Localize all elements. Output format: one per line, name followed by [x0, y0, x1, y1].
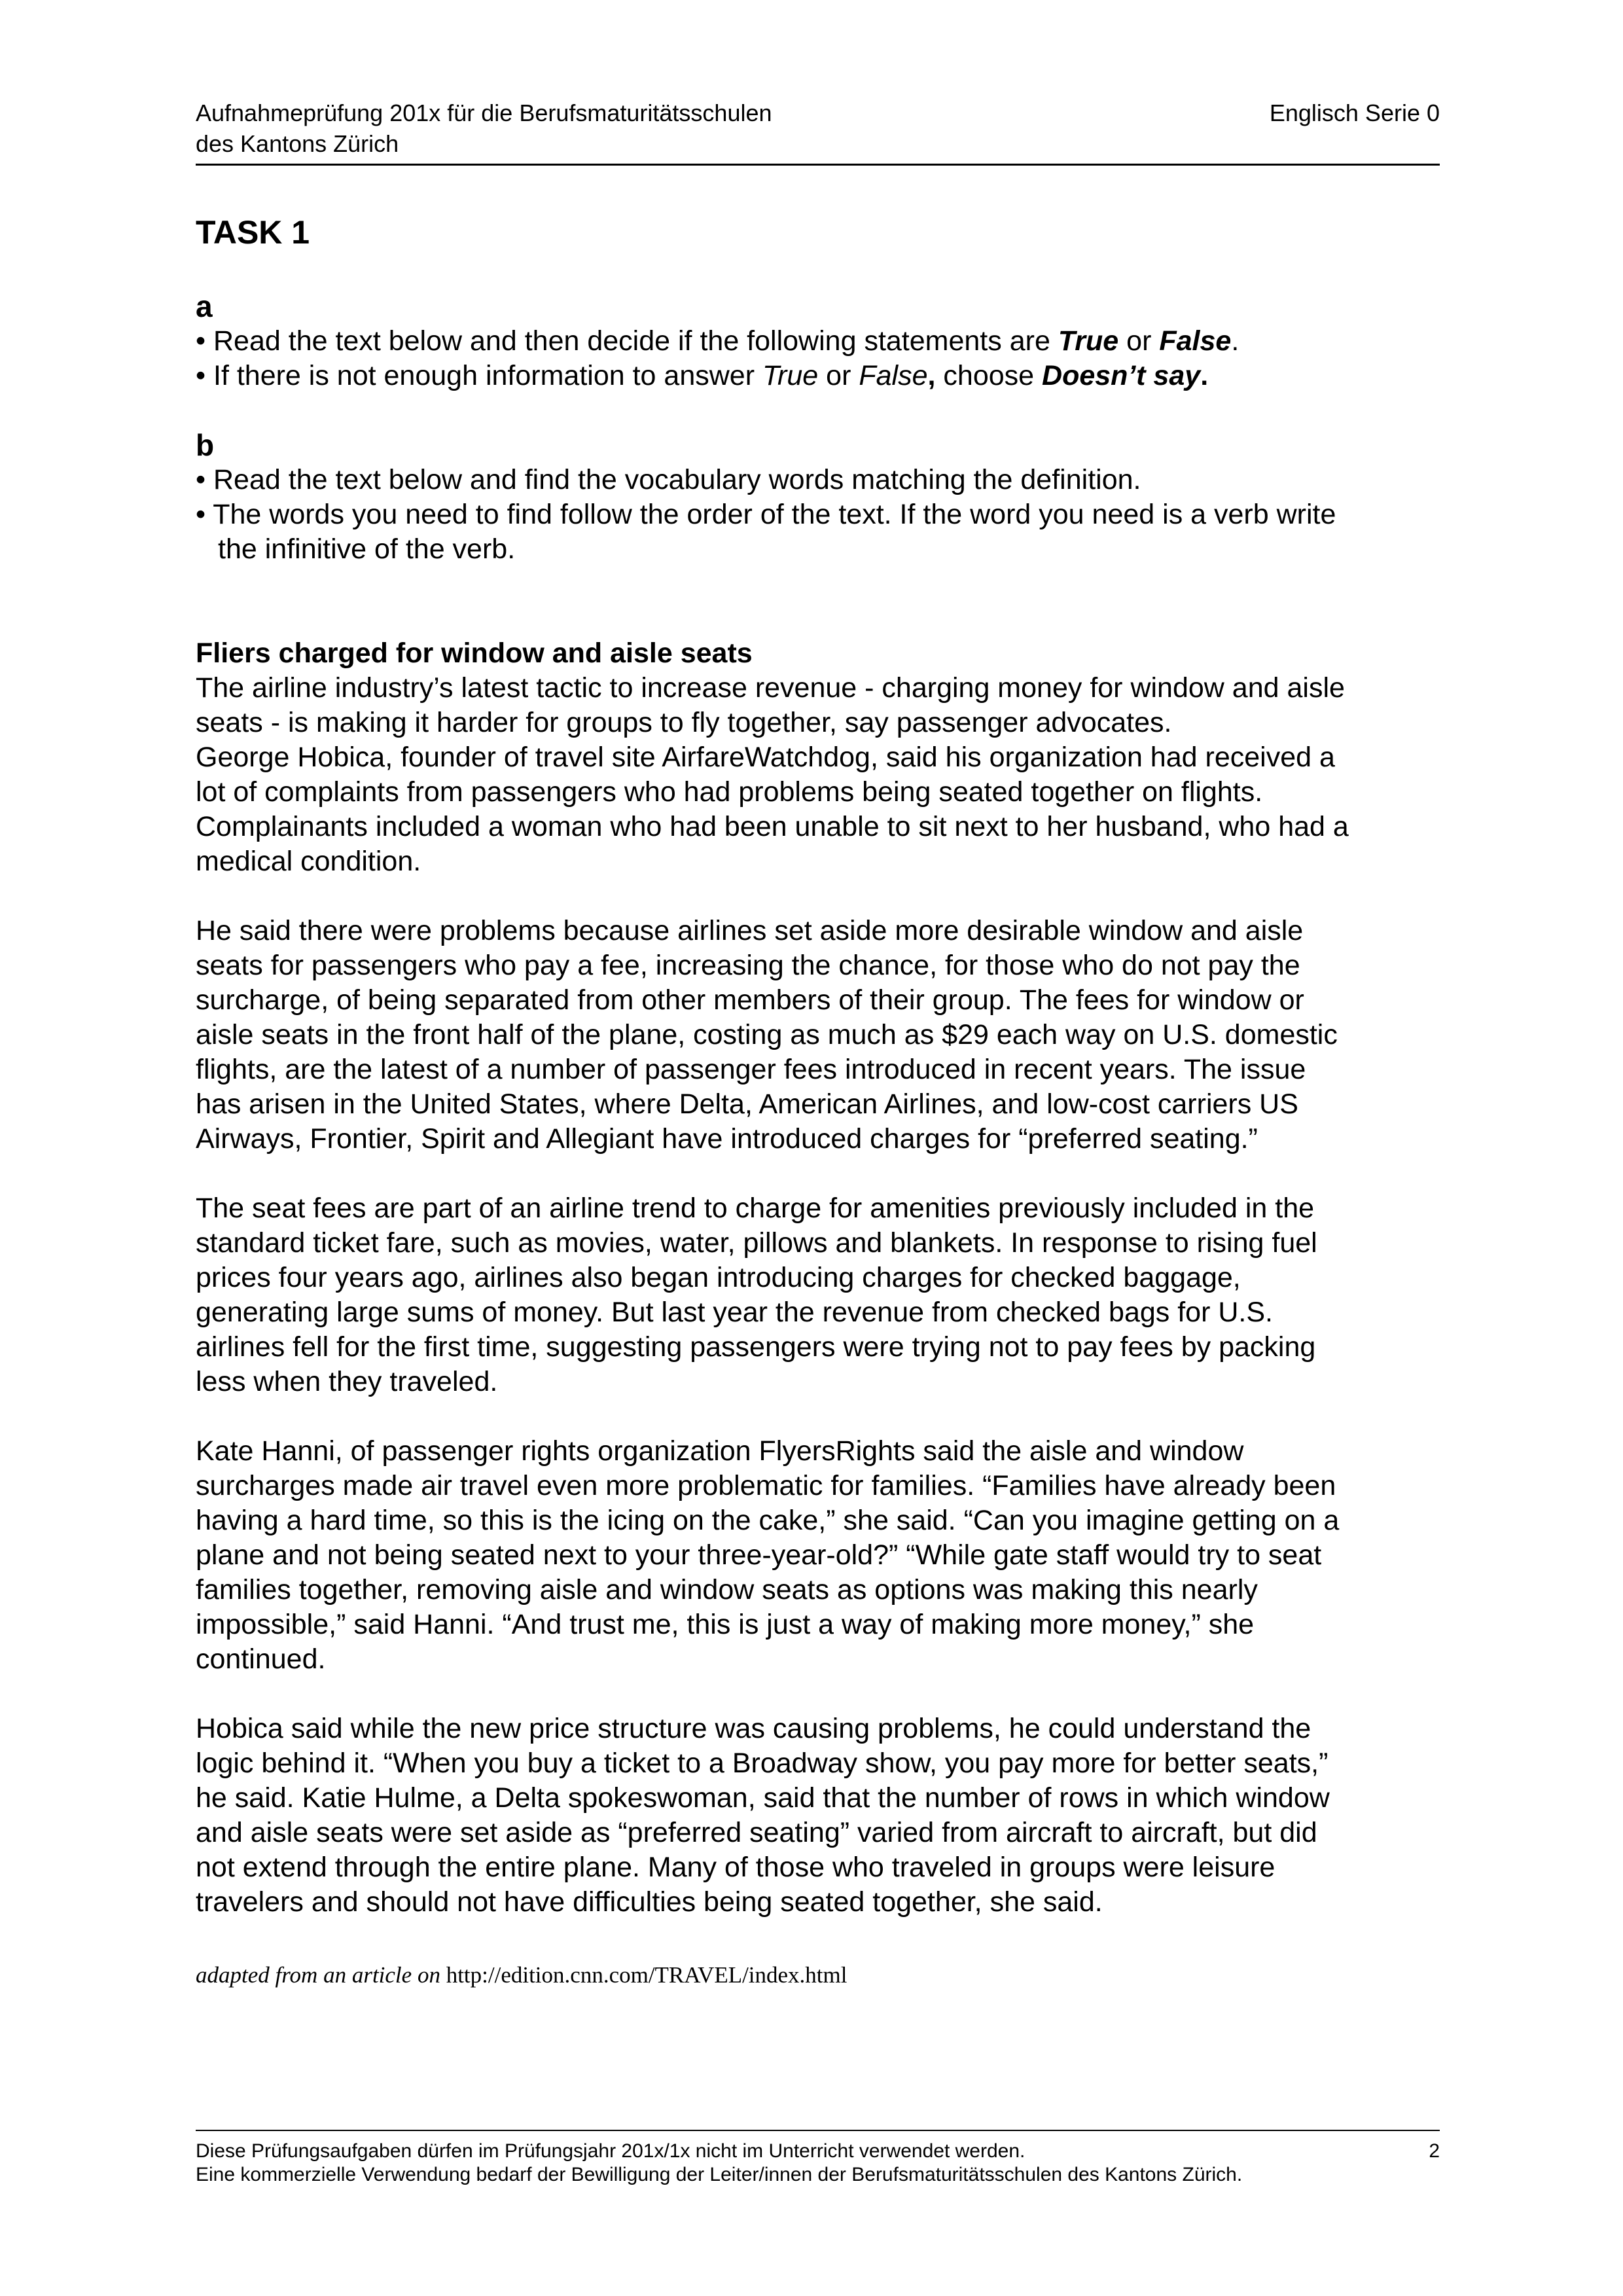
true-term: True	[1058, 325, 1119, 357]
header-title-line2: des Kantons Zürich	[196, 130, 399, 157]
text: choose	[935, 360, 1043, 391]
paragraph-line: The airline industry’s latest tactic to increase revenue - charging money for window and aisle	[196, 672, 1345, 704]
paragraph-line: less when they traveled.	[196, 1366, 498, 1397]
part-b-bullet-1: • Read the text below and find the vocabulary words matching the definition.	[196, 464, 1141, 495]
paragraph-line: prices four years ago, airlines also began introducing charges for checked baggage,	[196, 1262, 1241, 1293]
source-url: http://edition.cnn.com/TRAVEL/index.html	[446, 1962, 847, 1988]
text: • Read the text below and then decide if the following statements are	[196, 325, 1058, 357]
paragraph-line: plane and not being seated next to your three-year-old?” “While gate staff would try to seat	[196, 1539, 1322, 1571]
footer-line2: Eine kommerzielle Verwendung bedarf der Bewilligung der Leiter/innen der Berufsmaturitätsschulen des Kantons Zürich.	[196, 2164, 1243, 2185]
paragraph-line: not extend through the entire plane. Many of those who traveled in groups were leisure	[196, 1852, 1275, 1883]
paragraph-line: medical condition.	[196, 846, 421, 877]
paragraph-line: seats - is making it harder for groups to fly together, say passenger advocates.	[196, 707, 1172, 738]
article-paragraph	[196, 671, 1452, 879]
document-body	[196, 289, 1452, 1920]
part-a-bullet-1	[196, 324, 1452, 359]
paragraph-line: Hobica said while the new price structure was causing problems, he could understand the	[196, 1713, 1311, 1744]
header-rule	[196, 164, 1440, 166]
paragraph-line: Complainants included a woman who had been unable to sit next to her husband, who had a	[196, 811, 1349, 842]
article-paragraphs	[196, 671, 1452, 1920]
paragraph-line: continued.	[196, 1643, 326, 1675]
part-b-bullet-2: • The words you need to find follow the order of the text. If the word you need is a verb write	[196, 499, 1336, 530]
paragraph-line: The seat fees are part of an airline trend to charge for amenities previously included in the	[196, 1193, 1315, 1224]
false-term: False	[859, 360, 928, 391]
paragraph-line: Kate Hanni, of passenger rights organization FlyersRights said the aisle and window	[196, 1435, 1244, 1467]
paragraph-line: flights, are the latest of a number of passenger fees introduced in recent years. The issue	[196, 1054, 1306, 1085]
paragraph-line: having a hard time, so this is the icing on the cake,” she said. “Can you imagine getting on a	[196, 1505, 1340, 1536]
text: ,	[927, 360, 936, 391]
paragraph-line: he said. Katie Hulme, a Delta spokeswoman, said that the number of rows in which window	[196, 1782, 1330, 1814]
part-a-label: a	[196, 289, 213, 323]
text: or	[1118, 325, 1160, 357]
paragraph-line: surcharges made air travel even more problematic for families. “Families have already been	[196, 1470, 1336, 1501]
article-paragraph	[196, 1191, 1452, 1399]
paragraph-line: Airways, Frontier, Spirit and Allegiant have introduced charges for “preferred seating.”	[196, 1123, 1258, 1155]
paragraph-line: impossible,” said Hanni. “And trust me, this is just a way of making more money,” she	[196, 1609, 1255, 1640]
article-paragraph	[196, 914, 1452, 1157]
source-prefix: adapted from an article on	[196, 1962, 446, 1988]
footer-line1: Diese Prüfungsaufgaben dürfen im Prüfungsjahr 201x/1x nicht im Unterricht verwendet werden.	[196, 2140, 1026, 2162]
article-paragraph	[196, 1434, 1452, 1677]
header-title-line1: Aufnahmeprüfung 201x für die Berufsmaturitätsschulen	[196, 99, 772, 126]
text: .	[1200, 360, 1209, 391]
paragraph-line: He said there were problems because airlines set aside more desirable window and aisle	[196, 915, 1304, 946]
article-paragraph	[196, 1712, 1452, 1920]
part-b-label: b	[196, 428, 215, 462]
false-term: False	[1159, 325, 1232, 357]
text: .	[1231, 325, 1240, 357]
header-subject: Englisch Serie 0	[1269, 99, 1440, 126]
paragraph-line: airlines fell for the first time, suggesting passengers were trying not to pay fees by packing	[196, 1331, 1316, 1363]
footer-rule	[196, 2130, 1440, 2131]
text: • If there is not enough information to answer	[196, 360, 762, 391]
paragraph-line: and aisle seats were set aside as “preferred seating” varied from aircraft to aircraft, but did	[196, 1817, 1317, 1848]
paragraph-line: George Hobica, founder of travel site AirfareWatchdog, said his organization had received a	[196, 742, 1335, 773]
task-title: TASK 1	[196, 214, 310, 251]
paragraph-line: aisle seats in the front half of the plane, costing as much as $29 each way on U.S. domestic	[196, 1019, 1338, 1050]
source-citation	[196, 1962, 847, 1988]
text: or	[818, 360, 859, 391]
paragraph-line: generating large sums of money. But last year the revenue from checked bags for U.S.	[196, 1297, 1273, 1328]
paragraph-line: families together, removing aisle and window seats as options was making this nearly	[196, 1574, 1258, 1605]
part-a-bullet-2	[196, 359, 1452, 393]
paragraph-line: standard ticket fare, such as movies, water, pillows and blankets. In response to rising fuel	[196, 1227, 1317, 1259]
paragraph-line: travelers and should not have difficulties being seated together, she said.	[196, 1886, 1103, 1918]
article-title: Fliers charged for window and aisle seats	[196, 637, 753, 669]
paragraph-line: has arisen in the United States, where Delta, American Airlines, and low-cost carriers US	[196, 1088, 1298, 1120]
doesnt-say-term: Doesn’t say	[1042, 360, 1201, 391]
paragraph-line: seats for passengers who pay a fee, increasing the chance, for those who do not pay the	[196, 950, 1300, 981]
page-number: 2	[1429, 2140, 1440, 2162]
part-b-bullet-2-cont: the infinitive of the verb.	[218, 533, 516, 565]
paragraph-line: lot of complaints from passengers who had problems being seated together on flights.	[196, 776, 1263, 808]
paragraph-line: logic behind it. “When you buy a ticket to a Broadway show, you pay more for better seats,”	[196, 1748, 1329, 1779]
true-term: True	[762, 360, 819, 391]
paragraph-line: surcharge, of being separated from other members of their group. The fees for window or	[196, 984, 1304, 1016]
